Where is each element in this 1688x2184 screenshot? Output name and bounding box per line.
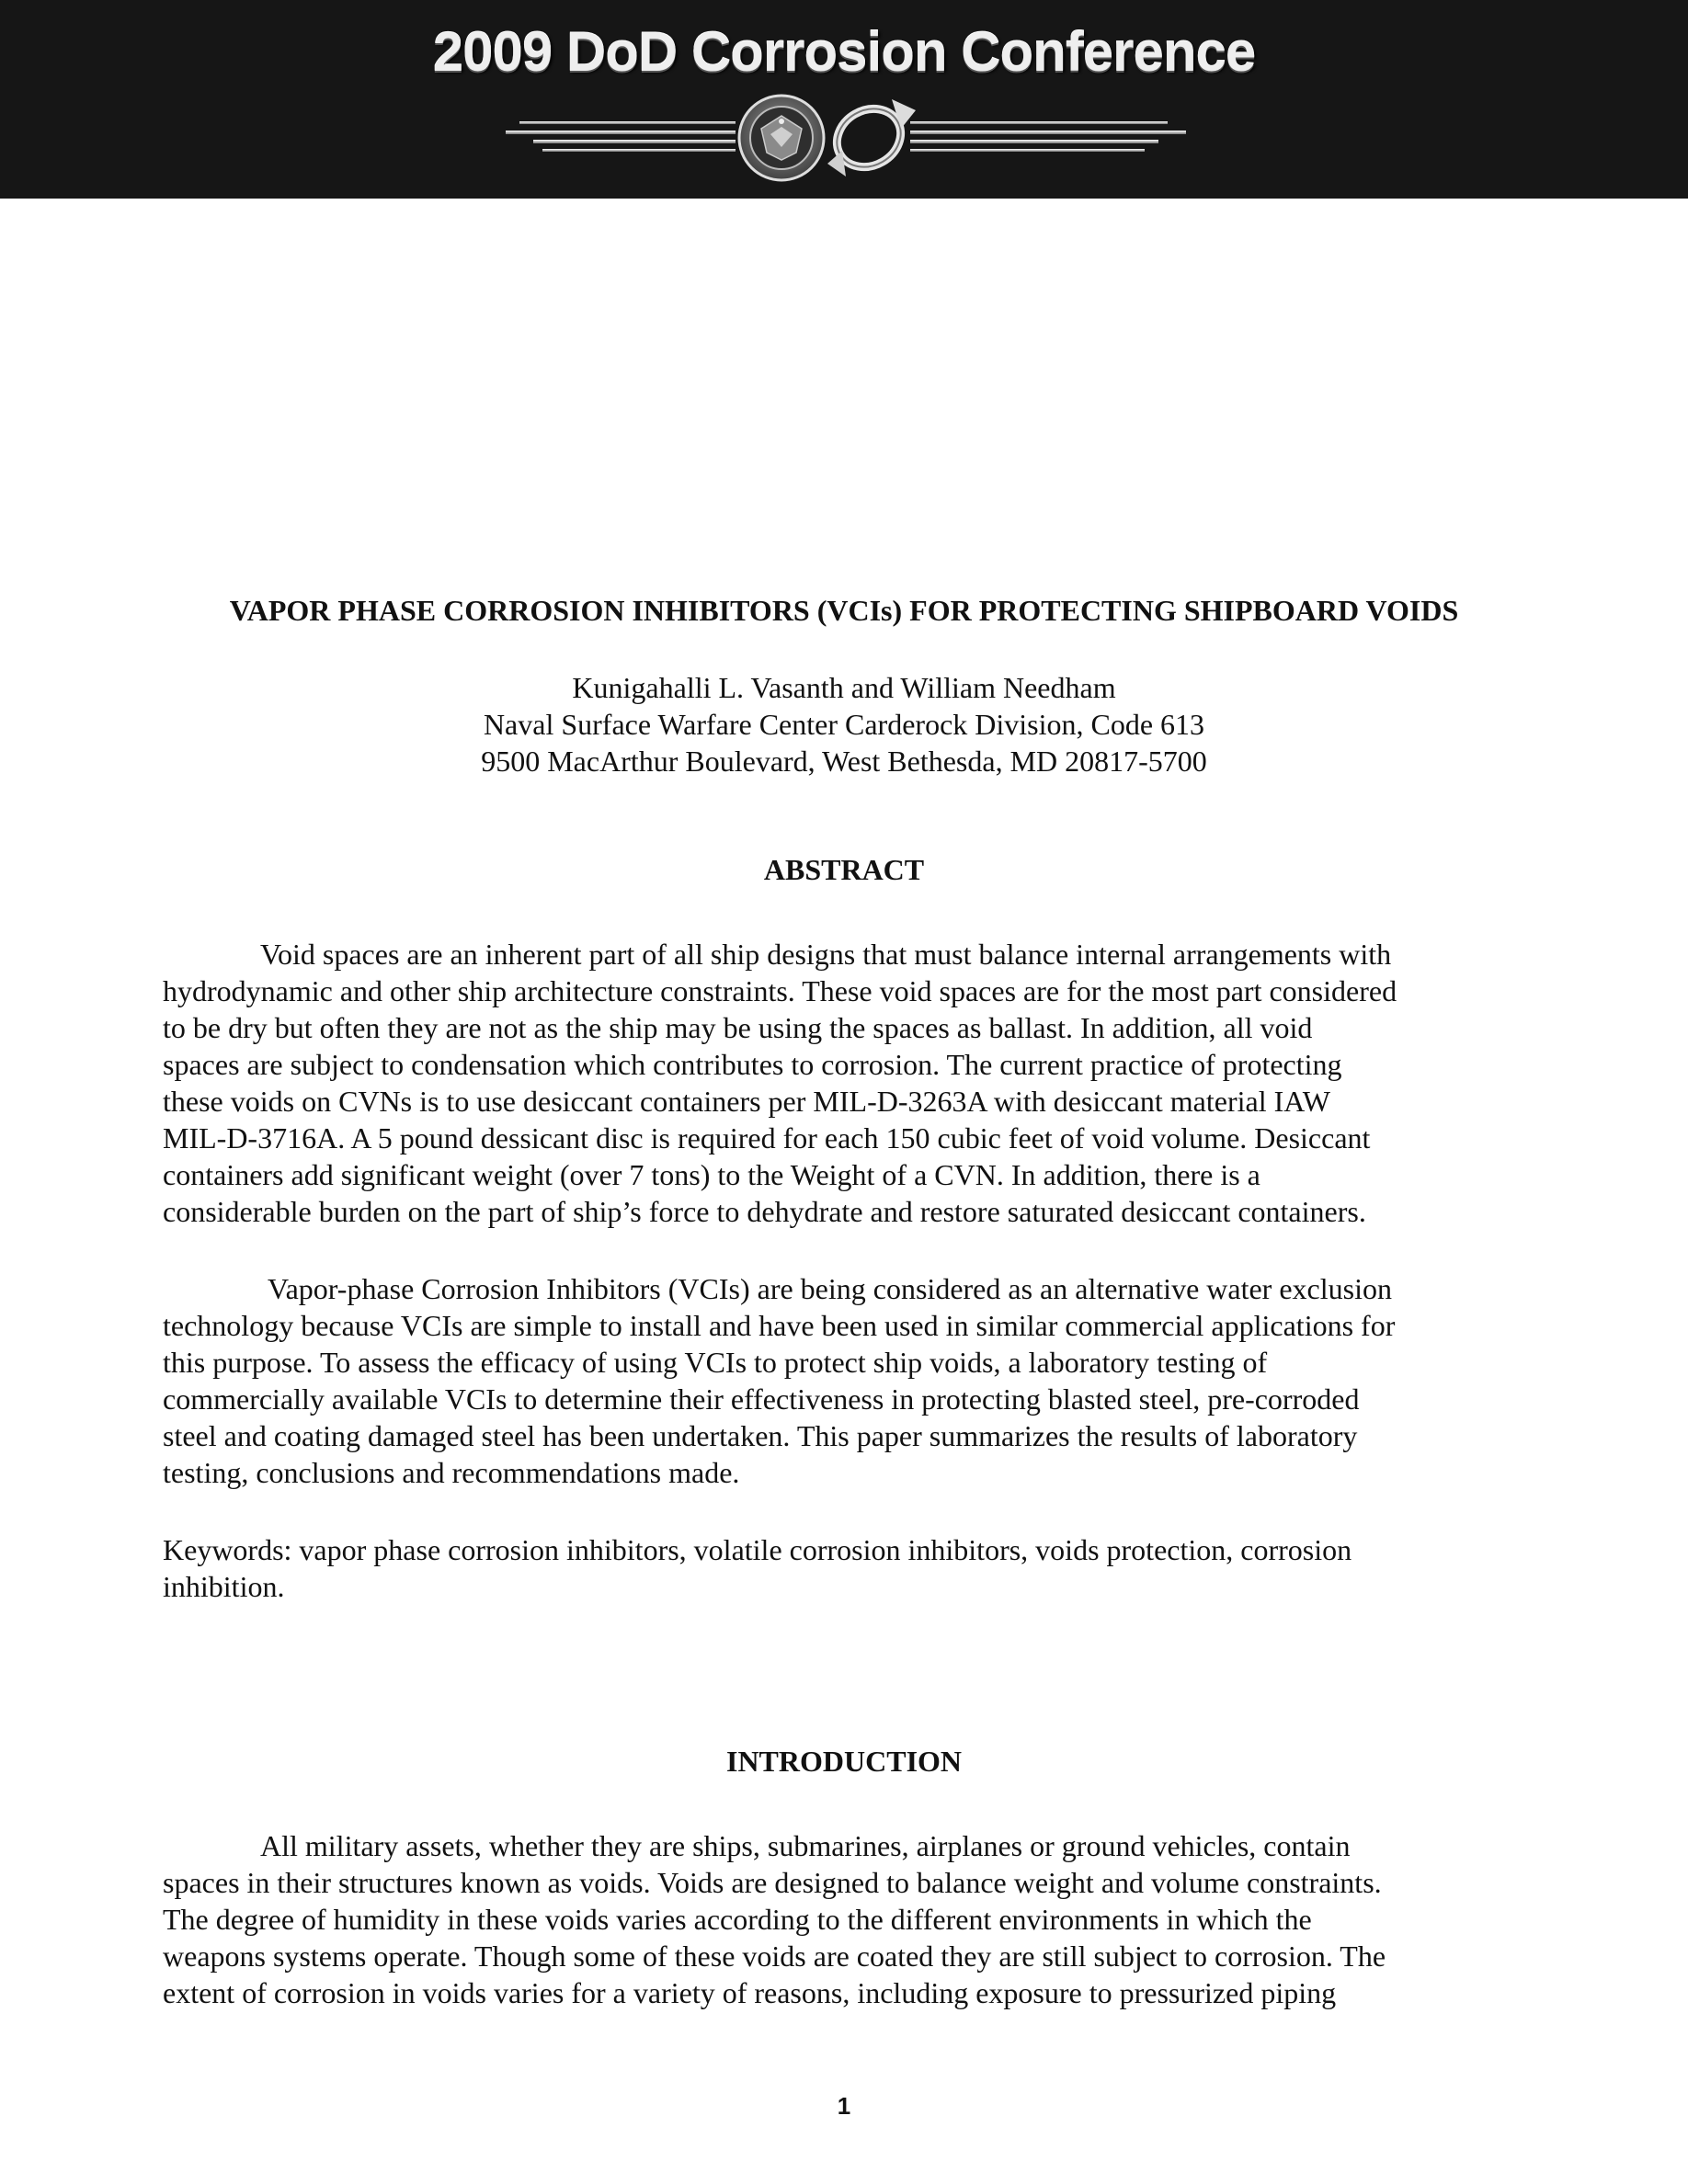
conference-emblem	[506, 92, 1186, 184]
left-stripes	[506, 121, 736, 152]
introduction-paragraph-1	[163, 1827, 1533, 2011]
text-line: testing, conclusions and recommendations made.	[163, 1456, 740, 1489]
text-line: weapons systems operate. Though some of these voids are coated they are still subject to corrosion. The	[163, 1939, 1386, 1973]
text-line: to be dry but often they are not as the ship may be using the spaces as ballast. In addition, all void	[163, 1011, 1313, 1044]
author-block	[162, 669, 1526, 779]
author-address: 9500 MacArthur Boulevard, West Bethesda, MD 20817-5700	[481, 745, 1207, 778]
text-line: extent of corrosion in voids varies for a variety of reasons, including exposure to pressurized piping	[163, 1976, 1337, 2009]
author-names: Kunigahalli L. Vasanth and William Needham	[572, 671, 1116, 704]
page-number: 1	[837, 2092, 851, 2120]
text-line: Void spaces are an inherent part of all ship designs that must balance internal arrangements with	[260, 938, 1392, 971]
text-line: these voids on CVNs is to use desiccant containers per MIL-D-3263A with desiccant material IAW	[163, 1085, 1330, 1118]
paper-title: VAPOR PHASE CORROSION INHIBITORS (VCIs) FOR PROTECTING SHIPBOARD VOIDS	[229, 594, 1459, 627]
text-line: technology because VCIs are simple to install and have been used in similar commercial applications for	[163, 1309, 1396, 1342]
text-line: spaces are subject to condensation which contributes to corrosion. The current practice of protecting	[163, 1048, 1342, 1081]
author-affiliation: Naval Surface Warfare Center Carderock Division, Code 613	[483, 708, 1205, 741]
text-line: Vapor-phase Corrosion Inhibitors (VCIs) are being considered as an alternative water exclusion	[268, 1272, 1392, 1305]
dod-seal-icon	[739, 96, 824, 180]
conference-title: 2009 DoD Corrosion Conference	[432, 21, 1256, 83]
abstract-paragraph-2	[163, 1270, 1533, 1491]
text-line: commercially available VCIs to determine their effectiveness in protecting blasted steel, pre-corroded	[163, 1382, 1360, 1416]
text-line: this purpose. To assess the efficacy of using VCIs to protect ship voids, a laboratory testing of	[163, 1346, 1268, 1379]
text-line: MIL-D-3716A. A 5 pound dessicant disc is required for each 150 cubic feet of void volume. Desiccant	[163, 1121, 1371, 1155]
keywords	[163, 1531, 1533, 1605]
text-line: The degree of humidity in these voids varies according to the different environments in which the	[163, 1903, 1312, 1936]
text-line: spaces in their structures known as voids. Voids are designed to balance weight and volume constraints.	[163, 1866, 1382, 1899]
text-line: hydrodynamic and other ship architecture constraints. These void spaces are for the most part considered	[163, 974, 1397, 1007]
text-line: steel and coating damaged steel has been undertaken. This paper summarizes the results of laboratory	[163, 1419, 1358, 1452]
text-line: All military assets, whether they are ships, submarines, airplanes or ground vehicles, contain	[260, 1829, 1351, 1862]
text-line: considerable burden on the part of ship’s force to dehydrate and restore saturated desiccant containers.	[163, 1195, 1366, 1228]
text-line: containers add significant weight (over 7 tons) to the Weight of a CVN. In addition, there is a	[163, 1158, 1260, 1191]
conference-banner	[0, 0, 1688, 199]
text-line: inhibition.	[163, 1570, 285, 1603]
text-line: Keywords: vapor phase corrosion inhibitors, volatile corrosion inhibitors, voids protection, corrosion	[163, 1533, 1352, 1566]
right-stripes	[910, 121, 1186, 152]
abstract-heading: ABSTRACT	[763, 853, 925, 886]
corrosion-logo-icon	[827, 97, 916, 178]
introduction-heading: INTRODUCTION	[725, 1745, 963, 1778]
abstract-paragraph-1	[163, 936, 1533, 1230]
